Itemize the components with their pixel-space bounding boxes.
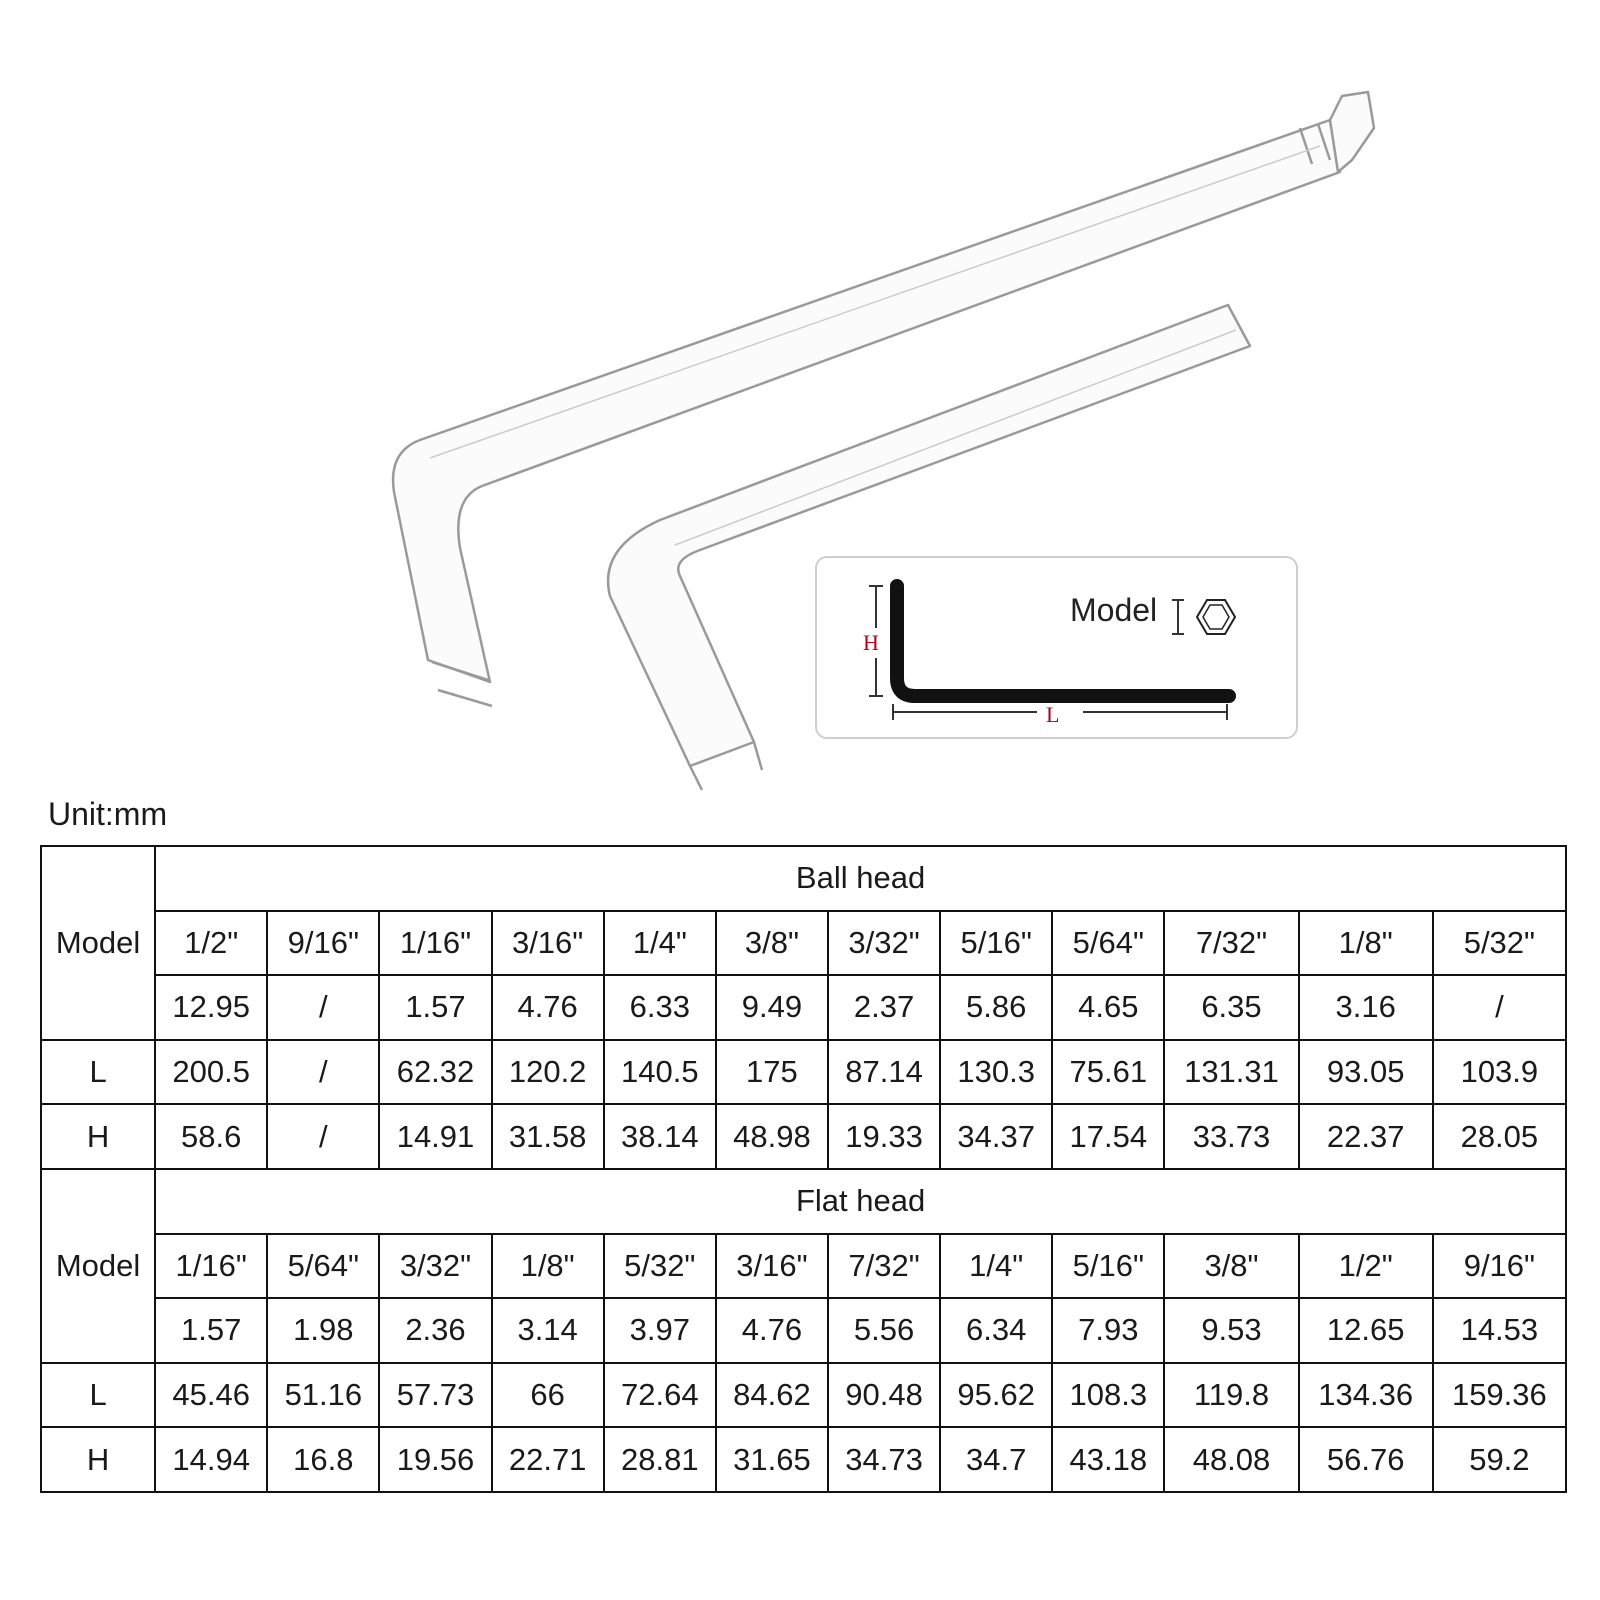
ball-head-title: Ball head xyxy=(155,846,1566,911)
table-cell: 31.65 xyxy=(716,1427,828,1492)
table-cell: 12.65 xyxy=(1299,1298,1433,1363)
table-cell: 3/8" xyxy=(716,911,828,976)
ball-head-height-row xyxy=(41,1104,1566,1169)
table-cell: 6.35 xyxy=(1164,975,1298,1040)
table-cell: 75.61 xyxy=(1052,1040,1164,1105)
flat-head-section xyxy=(41,1169,1566,1492)
table-cell: 7/32" xyxy=(1164,911,1298,976)
table-cell: 119.8 xyxy=(1164,1363,1298,1428)
table-cell: 59.2 xyxy=(1433,1427,1566,1492)
table-cell: 1/4" xyxy=(940,1234,1052,1299)
hex-key-illustration xyxy=(0,0,1600,790)
table-cell: 45.46 xyxy=(155,1363,267,1428)
table-cell: 22.37 xyxy=(1299,1104,1433,1169)
table-cell: 200.5 xyxy=(155,1040,267,1105)
table-cell: 62.32 xyxy=(379,1040,491,1105)
table-cell: 3.16 xyxy=(1299,975,1433,1040)
table-cell: / xyxy=(267,1040,379,1105)
hexagon-icon xyxy=(1197,600,1235,634)
table-cell: 34.73 xyxy=(828,1427,940,1492)
table-cell: 14.53 xyxy=(1433,1298,1566,1363)
table-cell: 103.9 xyxy=(1433,1040,1566,1105)
table-cell: 34.7 xyxy=(940,1427,1052,1492)
row-label-height: H xyxy=(41,1427,155,1492)
unit-label: Unit:mm xyxy=(48,796,168,832)
ball-head-title-row xyxy=(41,846,1566,911)
table-cell: 1/2" xyxy=(155,911,267,976)
table-cell: 84.62 xyxy=(716,1363,828,1428)
table-cell: 140.5 xyxy=(604,1040,716,1105)
table-cell: 5/16" xyxy=(940,911,1052,976)
table-cell: 3/8" xyxy=(1164,1234,1298,1299)
table-cell: 43.18 xyxy=(1052,1427,1164,1492)
table-cell: 72.64 xyxy=(604,1363,716,1428)
table-cell: 33.73 xyxy=(1164,1104,1298,1169)
row-label-length: L xyxy=(41,1363,155,1428)
table-cell: 120.2 xyxy=(492,1040,604,1105)
table-cell: 3/16" xyxy=(492,911,604,976)
table-cell: 5/32" xyxy=(1433,911,1566,976)
table-cell: 16.8 xyxy=(267,1427,379,1492)
table-cell: 3/32" xyxy=(828,911,940,976)
table-cell: 31.58 xyxy=(492,1104,604,1169)
table-cell: 58.6 xyxy=(155,1104,267,1169)
table-cell: 134.36 xyxy=(1299,1363,1433,1428)
table-cell: 66 xyxy=(492,1363,604,1428)
table-cell: 48.98 xyxy=(716,1104,828,1169)
table-cell: 4.65 xyxy=(1052,975,1164,1040)
row-label-length: L xyxy=(41,1040,155,1105)
table-cell: 1/4" xyxy=(604,911,716,976)
table-cell: 6.34 xyxy=(940,1298,1052,1363)
table-cell: 9.53 xyxy=(1164,1298,1298,1363)
table-cell: 34.37 xyxy=(940,1104,1052,1169)
table-cell: 131.31 xyxy=(1164,1040,1298,1105)
table-cell: 5/32" xyxy=(604,1234,716,1299)
table-cell: 2.36 xyxy=(379,1298,491,1363)
flat-head-title: Flat head xyxy=(155,1169,1566,1234)
table-cell: 22.71 xyxy=(492,1427,604,1492)
ball-head-tip xyxy=(1330,92,1374,172)
table-cell: 5/16" xyxy=(1052,1234,1164,1299)
table-cell: 12.95 xyxy=(155,975,267,1040)
table-cell: 3.14 xyxy=(492,1298,604,1363)
ball-head-section xyxy=(41,846,1566,1169)
table-cell: 3/32" xyxy=(379,1234,491,1299)
table-cell: 1.98 xyxy=(267,1298,379,1363)
table-cell: 9/16" xyxy=(267,911,379,976)
diagram-length-label: L xyxy=(1046,702,1060,727)
table-cell: 1.57 xyxy=(155,1298,267,1363)
flat-head-length-row xyxy=(41,1363,1566,1428)
table-cell: 51.16 xyxy=(267,1363,379,1428)
flat-head-height-row xyxy=(41,1427,1566,1492)
table-cell: 14.94 xyxy=(155,1427,267,1492)
table-cell: 56.76 xyxy=(1299,1427,1433,1492)
table-cell: 57.73 xyxy=(379,1363,491,1428)
ball-head-size-row xyxy=(41,975,1566,1040)
table-cell: 95.62 xyxy=(940,1363,1052,1428)
table-cell: 9/16" xyxy=(1433,1234,1566,1299)
table-cell: 48.08 xyxy=(1164,1427,1298,1492)
table-cell: 108.3 xyxy=(1052,1363,1164,1428)
dimension-diagram xyxy=(815,556,1298,739)
table-cell: 3.97 xyxy=(604,1298,716,1363)
table-cell: 17.54 xyxy=(1052,1104,1164,1169)
flat-head-title-row xyxy=(41,1169,1566,1234)
table-cell: 4.76 xyxy=(716,1298,828,1363)
row-label-height: H xyxy=(41,1104,155,1169)
table-cell: 130.3 xyxy=(940,1040,1052,1105)
table-cell: 14.91 xyxy=(379,1104,491,1169)
table-cell: 1.57 xyxy=(379,975,491,1040)
flat-head-model-label: Model xyxy=(41,1169,155,1363)
table-cell: 5.86 xyxy=(940,975,1052,1040)
table-cell: 4.76 xyxy=(492,975,604,1040)
table-cell: 7/32" xyxy=(828,1234,940,1299)
flat-head-model-row xyxy=(41,1234,1566,1299)
ball-head-length-row xyxy=(41,1040,1566,1105)
table-cell: 3/16" xyxy=(716,1234,828,1299)
table-cell: 2.37 xyxy=(828,975,940,1040)
table-cell: 159.36 xyxy=(1433,1363,1566,1428)
table-cell: 93.05 xyxy=(1299,1040,1433,1105)
table-cell: 9.49 xyxy=(716,975,828,1040)
table-cell: 1/2" xyxy=(1299,1234,1433,1299)
table-cell: 5/64" xyxy=(267,1234,379,1299)
table-cell: / xyxy=(1433,975,1566,1040)
table-cell: 19.33 xyxy=(828,1104,940,1169)
diagram-height-label: H xyxy=(863,630,879,655)
table-cell: 7.93 xyxy=(1052,1298,1164,1363)
table-cell: 38.14 xyxy=(604,1104,716,1169)
ball-head-model-row xyxy=(41,911,1566,976)
table-cell: 5.56 xyxy=(828,1298,940,1363)
table-cell: 175 xyxy=(716,1040,828,1105)
table-cell: 1/8" xyxy=(492,1234,604,1299)
table-cell: 6.33 xyxy=(604,975,716,1040)
diagram-model-label: Model xyxy=(1070,592,1158,628)
hex-key-silhouette-icon xyxy=(897,586,1229,696)
flat-head-size-row xyxy=(41,1298,1566,1363)
table-cell: 87.14 xyxy=(828,1040,940,1105)
table-cell: / xyxy=(267,1104,379,1169)
table-cell: 5/64" xyxy=(1052,911,1164,976)
table-cell: 1/8" xyxy=(1299,911,1433,976)
table-cell: 1/16" xyxy=(379,911,491,976)
table-cell: 90.48 xyxy=(828,1363,940,1428)
ball-head-model-label: Model xyxy=(41,846,155,1040)
spec-table xyxy=(40,845,1567,1493)
table-cell: 1/16" xyxy=(155,1234,267,1299)
table-cell: 28.81 xyxy=(604,1427,716,1492)
table-cell: 19.56 xyxy=(379,1427,491,1492)
table-cell: 28.05 xyxy=(1433,1104,1566,1169)
table-cell: / xyxy=(267,975,379,1040)
